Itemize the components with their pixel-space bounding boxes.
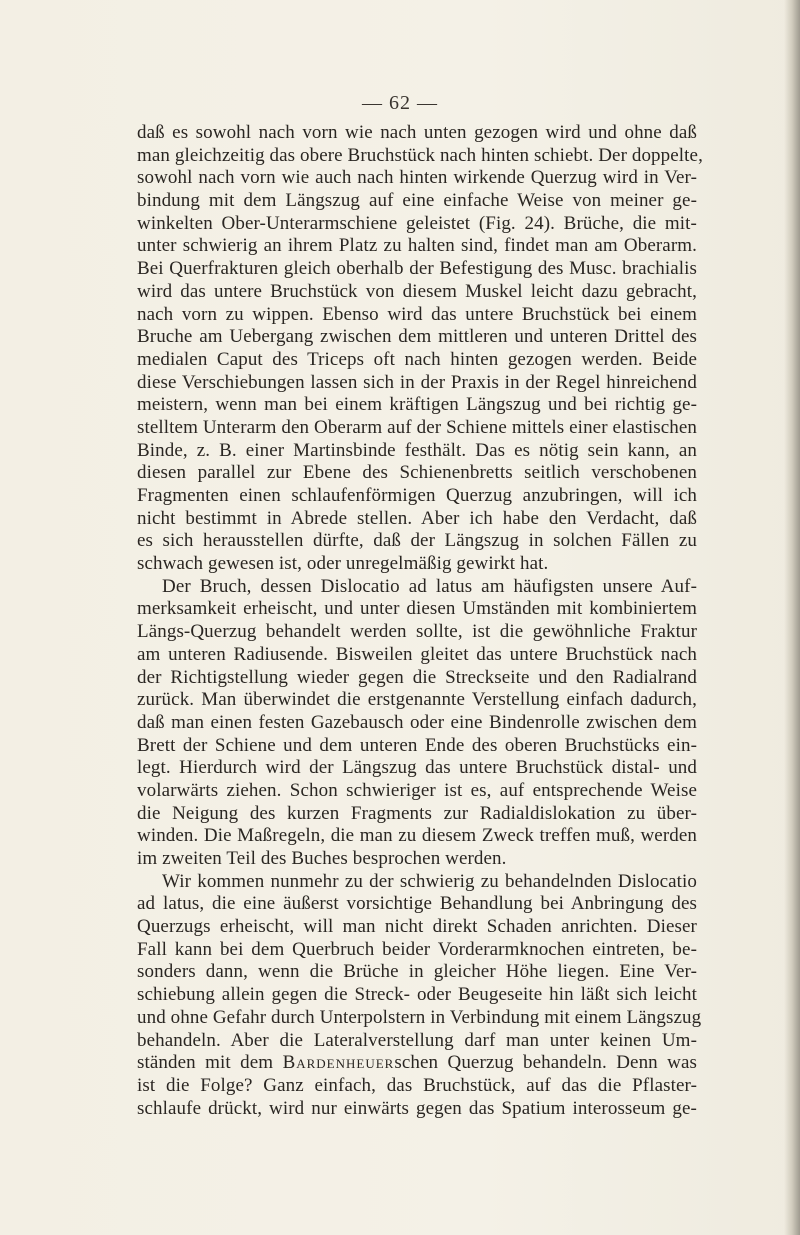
text-line: volarwärts ziehen. Schon schwieriger ist es, auf entsprechende Weise [137, 779, 697, 801]
text-line: Bei Querfrakturen gleich oberhalb der Befestigung des Musc. brachialis [137, 258, 697, 280]
text-line: sowohl nach vorn wie auch nach hinten wirkende Querzug wird in Ver- [137, 167, 697, 189]
text-line: daß es sowohl nach vorn wie nach unten gezogen wird und ohne daß [137, 122, 697, 143]
text-line: ad latus, die eine äußerst vorsichtige Behandlung bei Anbringung des [137, 893, 697, 915]
text-line: winden. Die Maßregeln, die man zu diesem Zweck treffen muß, werden [137, 825, 697, 847]
text-line: medialen Caput des Triceps oft nach hinten gezogen werden. Beide [137, 348, 697, 370]
text-line: schwach gewesen ist, oder unregelmäßig gewirkt hat. [137, 553, 549, 575]
text-line: im zweiten Teil des Buches besprochen werden. [137, 848, 507, 869]
page-number: — 62 — [362, 92, 438, 114]
text-line: merksamkeit erheischt, und unter diesen Umständen mit kombiniertem [137, 598, 697, 620]
text-line: legt. Hierdurch wird der Längszug das untere Bruchstück distal- und [137, 757, 697, 779]
text-line: unter schwierig an ihrem Platz zu halten sind, findet man am Oberarm. [137, 235, 697, 257]
text-line: Längs-Querzug behandelt werden sollte, ist die gewöhnliche Fraktur [137, 621, 697, 643]
text-line: daß man einen festen Gazebausch oder eine Bindenrolle zwischen dem [137, 711, 697, 733]
text-line: winkelten Ober-Unterarmschiene geleistet (Fig. 24). Brüche, die mit- [137, 212, 697, 234]
text-line: Binde, z. B. einer Martinsbinde festhält. Das es nötig sein kann, an [137, 439, 697, 461]
text-segment: ständen mit dem [137, 1052, 283, 1074]
text-line: diesen parallel zur Ebene des Schienenbretts seitlich verschobenen [137, 462, 697, 484]
text-line: Bruche am Uebergang zwischen dem mittleren und unteren Drittel des [137, 326, 697, 348]
text-line: bindung mit dem Längszug auf eine einfache Weise von meiner ge- [137, 190, 697, 212]
text-line: behandeln. Aber die Lateralverstellung darf man unter keinen Um- [137, 1029, 697, 1051]
text-segment: schen Querzug behandeln. Denn was [394, 1052, 698, 1074]
body-text [137, 122, 703, 1120]
text-line: diese Verschiebungen lassen sich in der Praxis in der Regel hinreichend [137, 371, 697, 393]
text-line: Fragmenten einen schlaufenförmigen Querzug anzubringen, will ich [137, 485, 697, 506]
text-line: meistern, wenn man bei einem kräftigen Längszug und bei richtig ge- [137, 394, 697, 416]
text-line-with-name [137, 1052, 697, 1075]
text-line: Fall kann bei dem Querbruch beider Vorderarmknochen eintreten, be- [137, 938, 697, 960]
text-line: Wir kommen nunmehr zu der schwierig zu behandelnden Dislocatio [162, 870, 697, 892]
page-edge-shadow [784, 0, 800, 1235]
text-line: man gleichzeitig das obere Bruchstück nach hinten schiebt. Der doppelte, [137, 144, 703, 166]
text-line: Querzugs erheischt, will man nicht direkt Schaden anrichten. Dieser [137, 916, 697, 938]
text-line: am unteren Radiusende. Bisweilen gleitet das untere Bruchstück nach [137, 643, 697, 665]
text-line: zurück. Man überwindet die erstgenannte Verstellung einfach dadurch, [137, 689, 697, 711]
text-line: sonders dann, wenn die Brüche in gleicher Höhe liegen. Eine Ver- [137, 961, 697, 983]
author-name: Bardenheuer [282, 1052, 395, 1074]
text-line: ist die Folge? Ganz einfach, das Bruchstück, auf das die Pflaster- [137, 1074, 697, 1096]
text-line: schiebung allein gegen die Streck- oder Beugeseite hin läßt sich leicht [137, 984, 697, 1006]
text-line: Brett der Schiene und dem unteren Ende des oberen Bruchstücks ein- [137, 734, 697, 756]
text-line: der Richtigstellung wieder gegen die Streckseite und den Radialrand [137, 666, 697, 688]
text-line: wird das untere Bruchstück von diesem Muskel leicht dazu gebracht, [137, 280, 697, 302]
text-line: schlaufe drückt, wird nur einwärts gegen das Spatium interosseum ge- [137, 1097, 697, 1119]
text-line: nicht bestimmt in Abrede stellen. Aber ich habe den Verdacht, daß [137, 507, 697, 529]
text-line: es sich herausstellen dürfte, daß der Längszug in solchen Fällen zu [137, 530, 697, 552]
text-line: Der Bruch, dessen Dislocatio ad latus am häufigsten unsere Auf- [162, 575, 697, 597]
text-line: nach vorn zu wippen. Ebenso wird das untere Bruchstück bei einem [137, 303, 697, 325]
text-line: die Neigung des kurzen Fragments zur Radialdislokation zu über- [137, 802, 697, 824]
text-line: und ohne Gefahr durch Unterpolstern in Verbindung mit einem Längszug [137, 1006, 702, 1028]
text-line: stelltem Unterarm den Oberarm auf der Schiene mittels einer elastischen [137, 416, 697, 438]
